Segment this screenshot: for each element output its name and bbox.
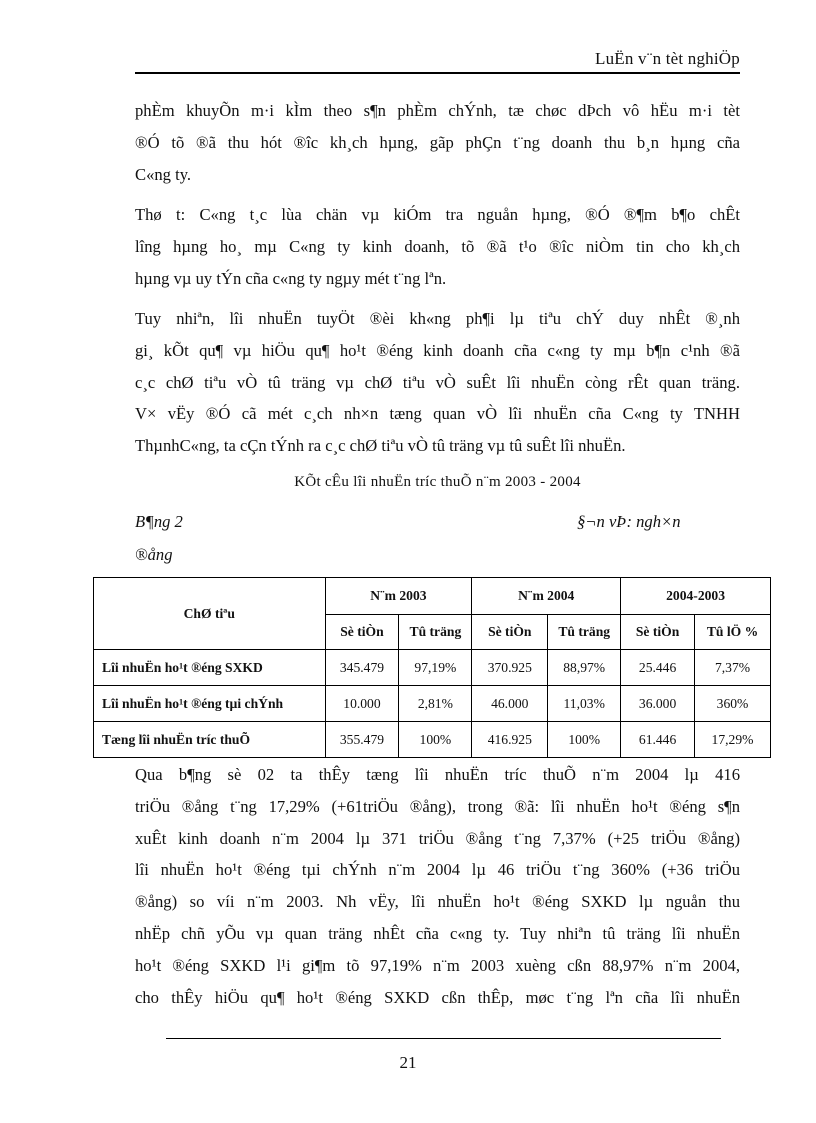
footer-rule (166, 1038, 721, 1039)
subheader: Tû träng (399, 615, 472, 650)
table-cell: 88,97% (548, 650, 621, 686)
paragraph-2 (135, 199, 740, 294)
table-cell: 7,37% (695, 650, 771, 686)
row-label: Lîi nhuËn ho¹t ®éng SXKD (94, 650, 326, 686)
subheader: Tû lÖ % (695, 615, 771, 650)
table-cell: 10.000 (325, 686, 399, 722)
text-line: ho¹t ®éng SXKD l¹i gi¶m tõ 97,19% n¨m 2003 xuèng cßn 88,97% n¨m 2004, (135, 955, 740, 975)
text-line: ®ång) so víi n¨m 2003. Nh vËy, lîi nhuËn ho¹t ®éng SXKD lµ nguån thu (135, 892, 740, 912)
table-cell: 2,81% (399, 686, 472, 722)
table-row (94, 650, 771, 686)
paragraph-1 (135, 95, 740, 190)
profit-table (93, 577, 771, 758)
table-cell: 100% (399, 722, 472, 758)
table-row (94, 722, 771, 758)
row-label: Tæng lîi nhuËn tríc thuÕ (94, 722, 326, 758)
subheader: Tû träng (548, 615, 621, 650)
text-line: C«ng ty. (135, 164, 192, 184)
table-header-row (94, 578, 771, 615)
subheader: Sè tiÒn (472, 615, 548, 650)
text-line: c¸c chØ tiªu vÒ tû träng vµ chØ tiªu vÒ suÊt lîi nhuËn còng rÊt quan träng. (135, 372, 740, 392)
group-header: 2004-2003 (621, 578, 771, 615)
col-header-indicator: ChØ tiªu (94, 578, 326, 650)
table-cell: 97,19% (399, 650, 472, 686)
table-cell: 345.479 (325, 650, 399, 686)
table-cell: 360% (695, 686, 771, 722)
paragraph-4 (135, 759, 740, 1013)
table-cell: 370.925 (472, 650, 548, 686)
text-line: V× vËy ®Ó cã mét c¸ch nh×n tæng quan vÒ lîi nhuËn cña C«ng ty TNHH (135, 404, 740, 424)
row-label: Lîi nhuËn ho¹t ®éng tµi chÝnh (94, 686, 326, 722)
table-cell: 36.000 (621, 686, 695, 722)
text-line: gi¸ kÕt qu¶ vµ hiÖu qu¶ ho¹t ®éng kinh doanh cña c«ng ty mµ b¶n c¹nh ®ã (135, 340, 740, 360)
text-line: lîng hµng ho¸ mµ C«ng ty kinh doanh, tõ ®ã t¹o ®îc niÒm tin cho kh¸ch (135, 236, 740, 256)
text-line: nhËp chñ yÕu vµ quan träng nhÊt cña c«ng ty. Tuy nhiªn tû träng lîi nhuËn (135, 923, 740, 943)
table-cell: 25.446 (621, 650, 695, 686)
unit-label: §¬n vÞ: ngh×n (577, 512, 681, 531)
table-cell: 416.925 (472, 722, 548, 758)
text-line: phÈm khuyÕn m·i kÌm theo s¶n phÈm chÝnh, tæ chøc dÞch vô hËu m·i tèt (135, 101, 740, 120)
text-line: ThµnhC«ng, ta cÇn tÝnh ra c¸c chØ tiªu vÒ tû träng vµ tû suÊt lîi nhuËn. (135, 436, 626, 456)
text-line: Qua b¶ng sè 02 ta thÊy tæng lîi nhuËn tríc thuÕ n¨m 2004 lµ 416 (135, 765, 740, 784)
table-cell: 100% (548, 722, 621, 758)
text-line: xuÊt kinh doanh n¨m 2004 lµ 371 triÖu ®ång t¨ng 7,37% (+25 triÖu ®ång) (135, 828, 740, 848)
text-line: hµng vµ uy tÝn cña c«ng ty ngµy mét t¨ng lªn. (135, 268, 447, 288)
running-title: LuËn v¨n tèt nghiÖp (595, 49, 740, 68)
unit-label-continued: ®ång (135, 545, 173, 564)
paragraph-3 (135, 303, 740, 462)
table-row (94, 686, 771, 722)
subheader: Sè tiÒn (621, 615, 695, 650)
group-header: N¨m 2003 (325, 578, 472, 615)
table-cell: 61.446 (621, 722, 695, 758)
text-line: Thø t: C«ng t¸c lùa chän vµ kiÓm tra nguån hµng, ®Ó ®¶m b¶o chÊt (135, 205, 740, 224)
page-number: 21 (399, 1053, 417, 1072)
text-line: lîi nhuËn ho¹t ®éng tµi chÝnh n¨m 2004 lµ 46 triÖu t¨ng 360% (+36 triÖu (135, 860, 740, 880)
table-cell: 11,03% (548, 686, 621, 722)
text-line: Tuy nhiªn, lîi nhuËn tuyÖt ®èi kh«ng ph¶i lµ tiªu chÝ duy nhÊt ®¸nh (135, 309, 740, 328)
group-header: N¨m 2004 (472, 578, 621, 615)
running-header (135, 42, 740, 74)
table-caption: KÕt cÊu lîi nhuËn tríc thuÕ n¨m 2003 - 2004 (294, 474, 581, 490)
table-cell: 355.479 (325, 722, 399, 758)
table-cell: 46.000 (472, 686, 548, 722)
text-line: cho thÊy hiÖu qu¶ ho¹t ®éng SXKD cßn thÊp, møc t¨ng lªn cña lîi nhuËn (135, 987, 740, 1007)
table-label: B¶ng 2 (135, 512, 183, 531)
text-line: ®Ó tõ ®ã thu hót ®îc kh¸ch hµng, gãp phÇn t¨ng doanh thu b¸n hµng cña (135, 132, 740, 152)
table-cell: 17,29% (695, 722, 771, 758)
subheader: Sè tiÒn (325, 615, 399, 650)
text-line: triÖu ®ång t¨ng 17,29% (+61triÖu ®ång), trong ®ã: lîi nhuËn ho¹t ®éng s¶n (135, 796, 740, 816)
